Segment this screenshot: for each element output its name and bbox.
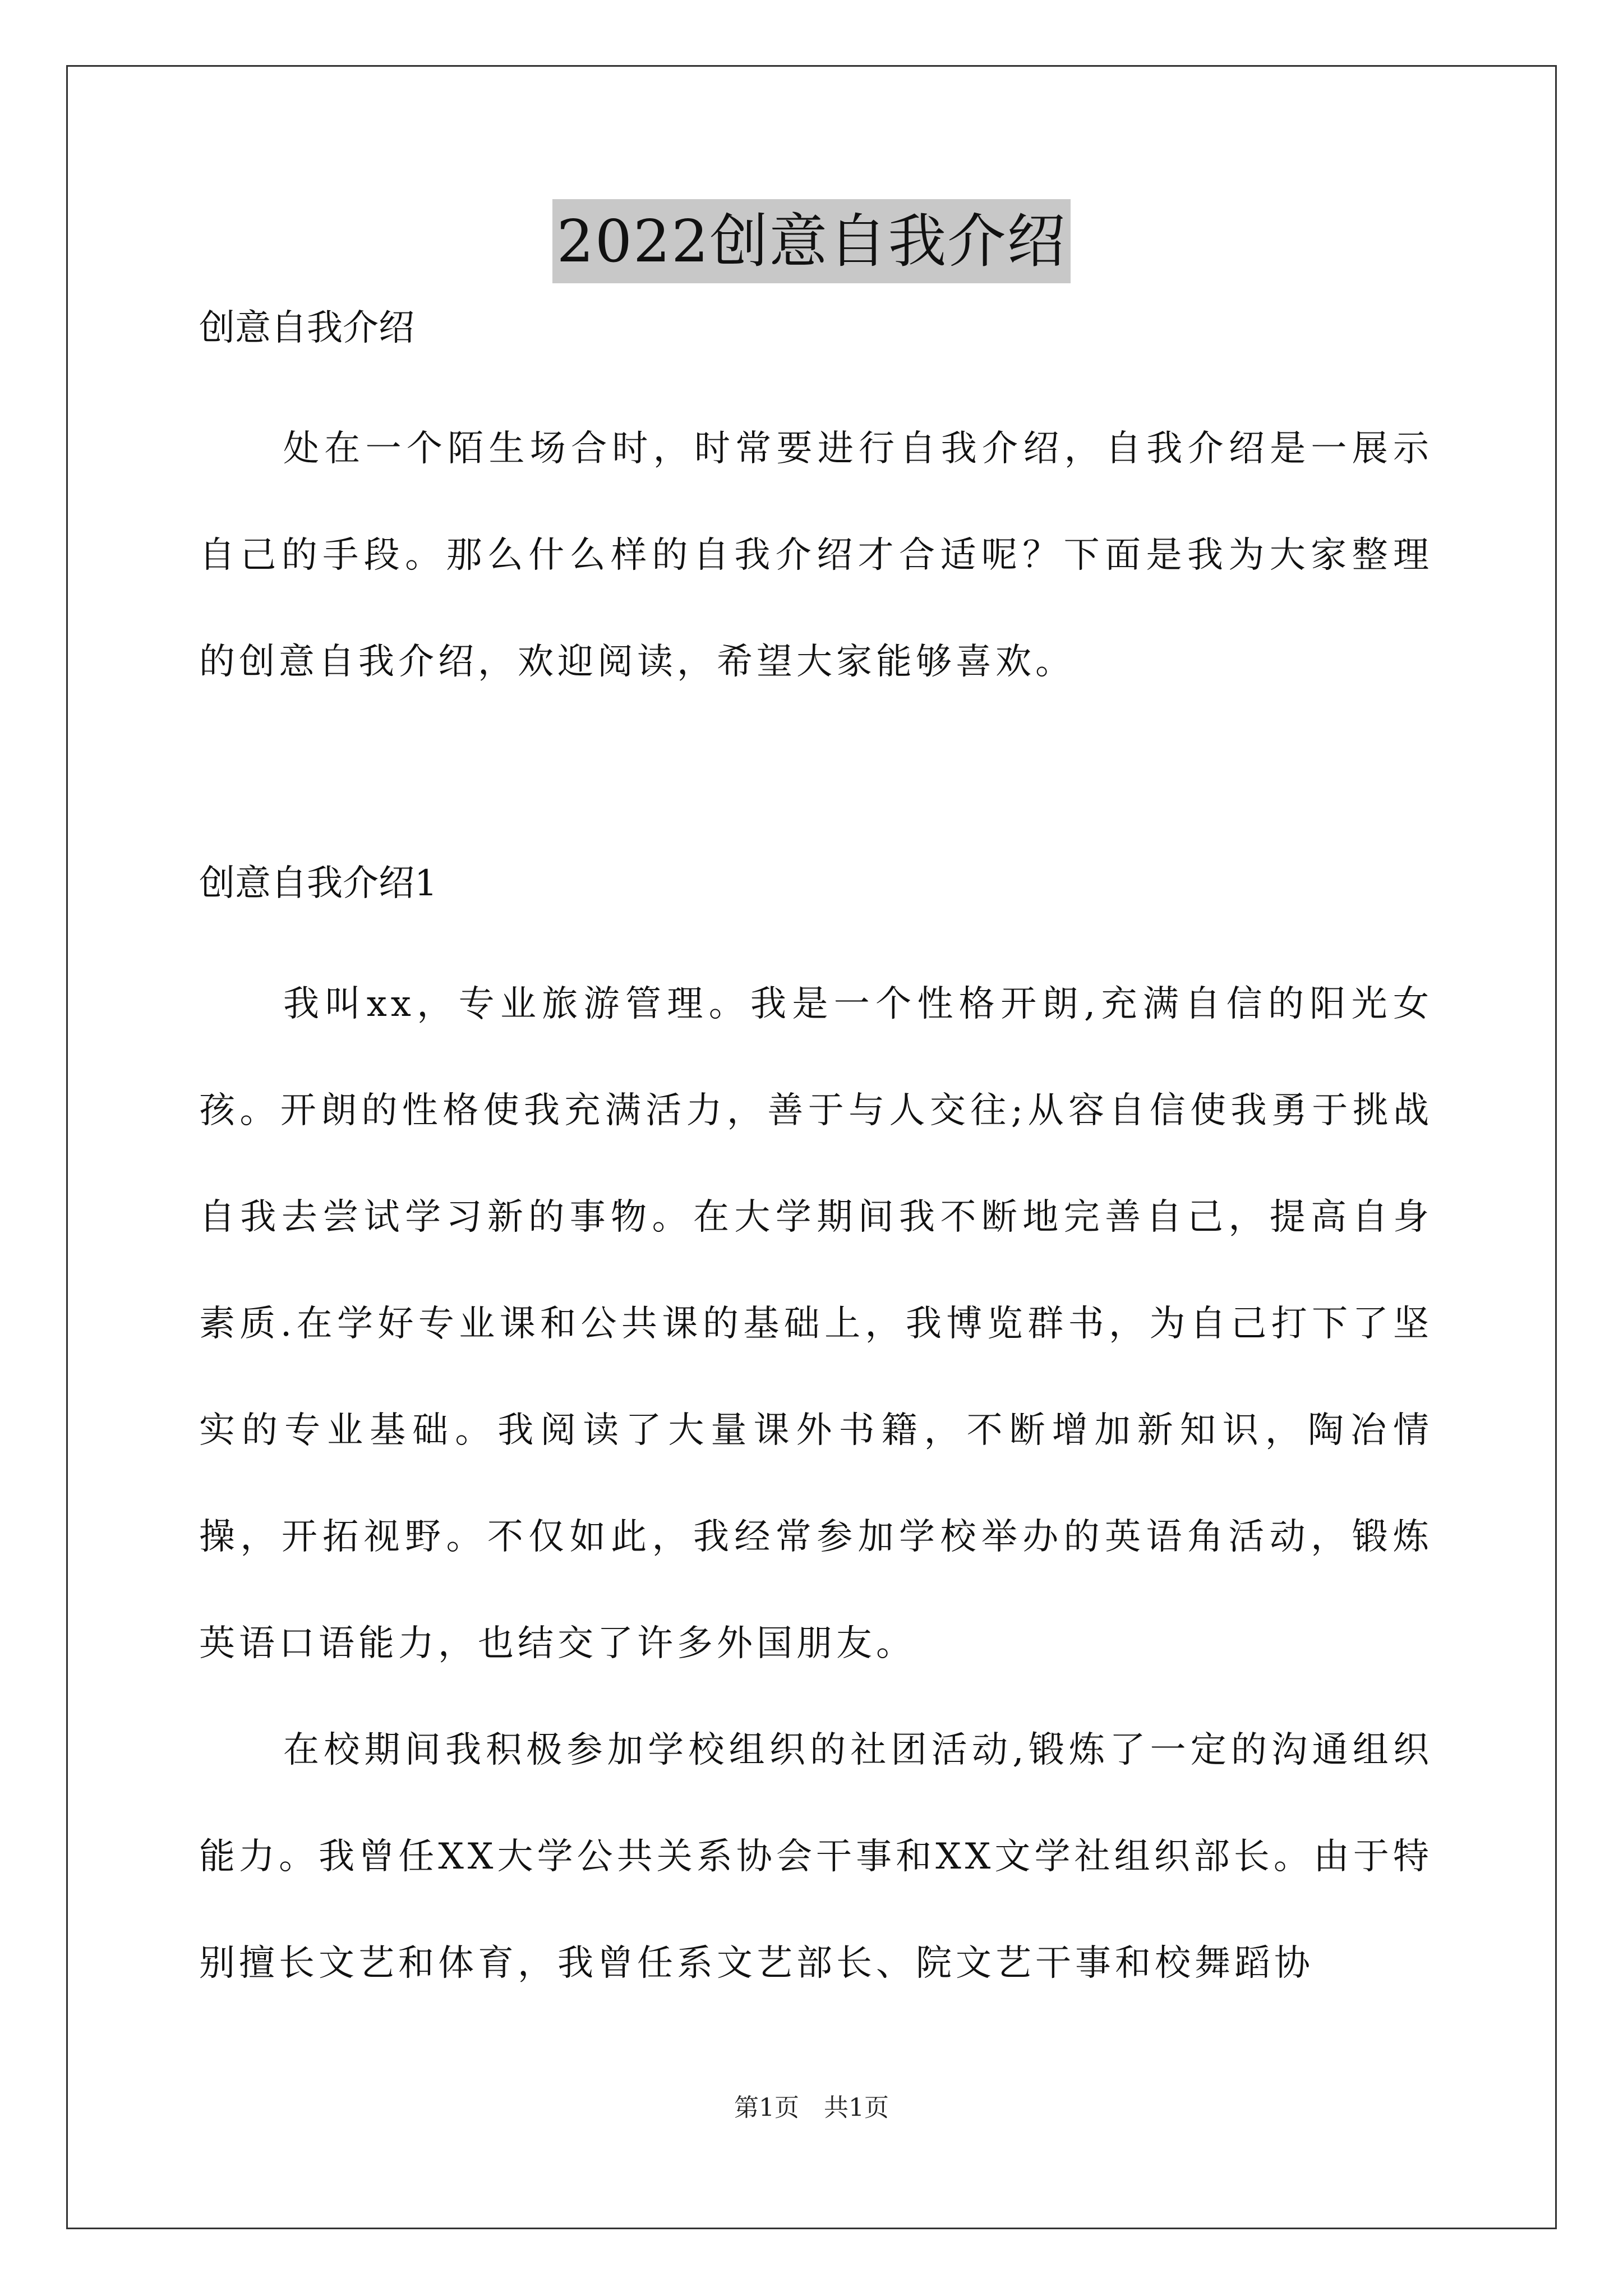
section-heading: 创意自我介绍1 — [199, 863, 437, 904]
body-paragraph-1: 我叫xx，专业旅游管理。我是一个性格开朗,充满自信的阳光女孩。开朗的性格使我充满活力，善于与人交往;从容自信使我勇于挑战自我去尝试学习新的事物。在大学期间我不断地完善自己，提高自身素质.在学好专业课和公共课的基础上，我博览群书，为自己打下了坚实的专业基础。我阅读了大量课外书籍，不断增加新知识，陶冶情操，开拓视野。不仅如此，我经常参加学校举办的英语角活动，锻炼英语口语能力，也结交了许多外国朋友。 — [199, 983, 1433, 1664]
document-body — [199, 300, 1433, 2017]
intro-paragraph: 处在一个陌生场合时，时常要进行自我介绍，自我介绍是一展示自己的手段。那么什么样的自我介绍才合适呢？下面是我为大家整理的创意自我介绍，欢迎阅读，希望大家能够喜欢。 — [199, 428, 1433, 683]
page-footer: 第1页 共1页 — [734, 2093, 889, 2122]
title-container — [0, 199, 1623, 283]
document-title: 2022创意自我介绍 — [552, 199, 1071, 283]
subtitle: 创意自我介绍 — [199, 307, 414, 349]
body-paragraph-2: 在校期间我积极参加学校组织的社团活动,锻炼了一定的沟通组织能力。我曾任XX大学公共关系协会干事和XX文学社组织部长。由于特别擅长文艺和体育，我曾任系文艺部长、院文艺干事和校舞蹈协 — [199, 1729, 1433, 1984]
